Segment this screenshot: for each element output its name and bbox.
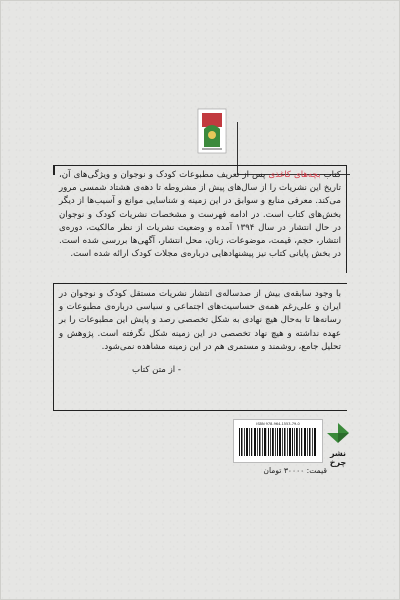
barcode-icon [238, 428, 318, 456]
price-label: قیمت: ۳۰۰۰۰ تومان [263, 466, 327, 475]
description-paragraph [59, 169, 341, 261]
barcode [233, 419, 323, 463]
book-title-highlight: بچه‌های کاغذی [268, 170, 321, 180]
isbn-text: ISBN 978-964-1553-79-0 [256, 422, 300, 426]
quote-source: - از متن کتاب [132, 365, 181, 375]
quote-paragraph: با وجود سابقه‌ی بیش از صدساله‌ی انتشار نشریات مستقل کودک و نوجوان در ایران و علی‌رغم همه‌ی حساسیت‌های اجتماعی و سیاسی درباره‌ی مطبوعات و رسانه‌ها تا به‌حال هیچ نهادی به شکل تخصصی رصد و پایش این مطبوعات را بر عهده نداشته و هیچ نهاد تخصصی در این زمینه شکل نگرفته است. پژوهش و تحلیل جامع، روشمند و مستمری هم در این زمینه مشاهده نمی‌شود. [59, 289, 341, 352]
description-lead: کتاب [323, 170, 341, 180]
publisher-name: نشر چرخ [329, 449, 347, 467]
book-logo-icon [196, 107, 228, 155]
description-body: پس از تعریف مطبوعات کودک و نوجوان و ویژگی‌های آن، تاریخ این نشریات را از سال‌های پیش از مشروطه تا دهه‌ی هشتاد شمسی مرور می‌کند. معرفی منابع و سوابق در این زمینه و شناسایی موانع و آسیب‌ها از دیگر بخش‌های کتاب است. در ادامه فهرست و مشخصات نشریات کودک و نوجوان در حال انتشار در سال ۱۳۹۴ آمده و وضعیت نشریات از نظر مالکیت، دوره‌ی انتشار، حجم، قیمت، موضوعات، زبان، محل انتشار، آگهی‌ها بررسی شده است. در بخش پایانی کتاب نیز پیشنهادهایی درباره‌ی مجلات کودک ارائه شده است. [59, 170, 341, 260]
